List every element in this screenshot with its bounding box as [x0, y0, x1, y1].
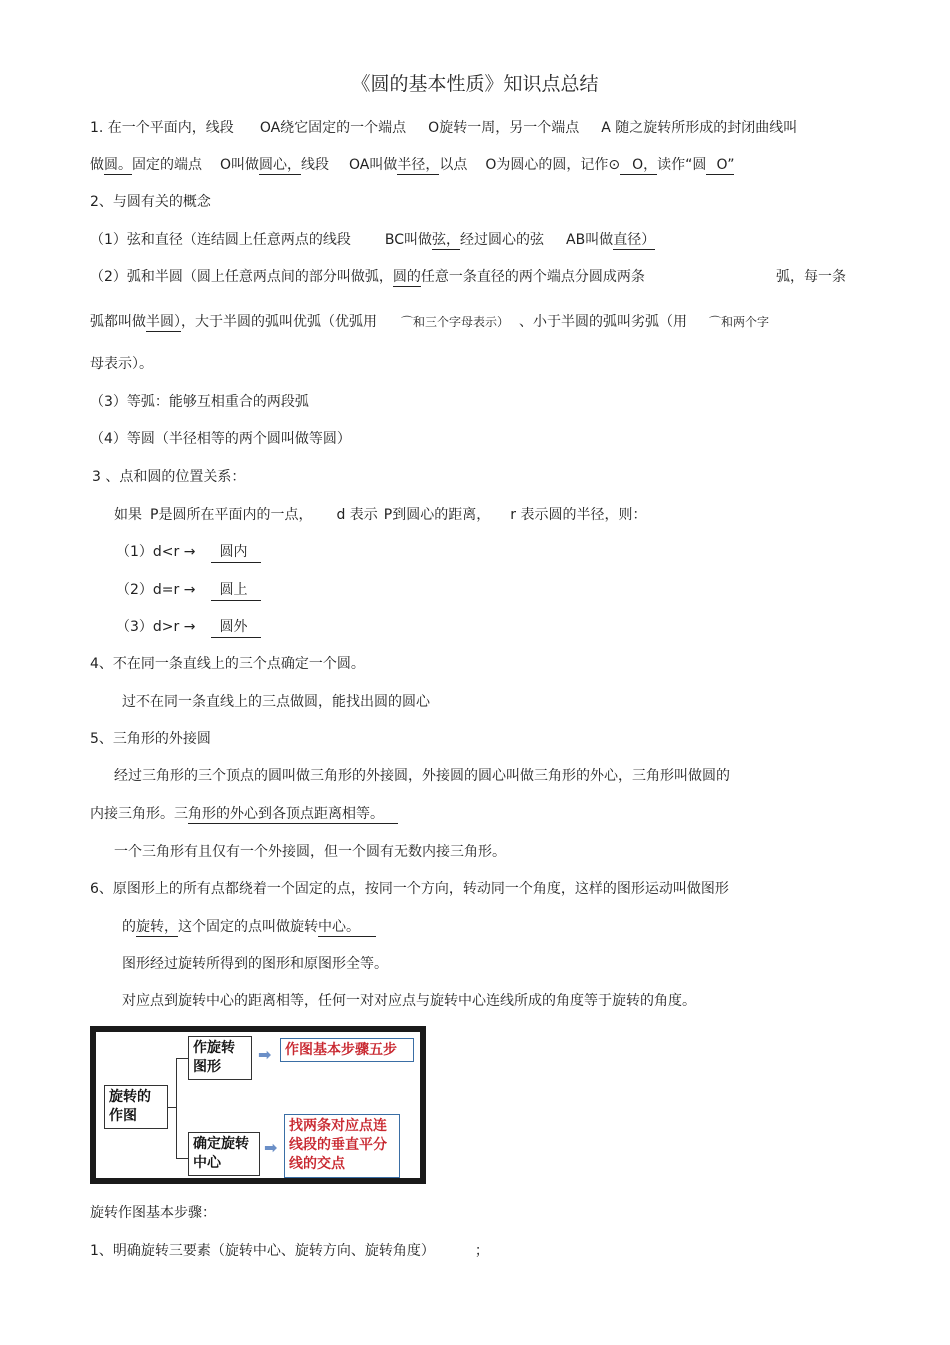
s1-b: OA绕它固定的一个端点 [259, 120, 407, 136]
s2-heading: 2、与圆有关的概念 [90, 194, 211, 210]
s3-intro-e: r 表示圆的半径，则： [510, 507, 647, 523]
s2-p2d: 弧，每一条 [776, 269, 846, 285]
s2-p4: （4）等圆（半径相等的两个圆叫做等圆） [90, 431, 351, 447]
s1-e9: 以点 [439, 157, 468, 173]
diagram-bracket [176, 1058, 177, 1158]
diagram-connector-top [176, 1058, 188, 1059]
s6-p1 [122, 918, 376, 936]
s3-intro-b: P是圆所在平面内的一点， [150, 507, 313, 523]
s2-p2j: ⌒和两个字 [709, 315, 770, 329]
s2-p2g: ，大于半圆的弧叫优弧（优弧用 [181, 314, 377, 330]
rotation-diagram-canvas [96, 1032, 420, 1178]
arrow-right-icon: ➡ [264, 1138, 278, 1157]
s2-p2e: 弧都叫做 [90, 314, 146, 330]
s6-p2: 图形经过旋转所得到的图形和原图形全等。 [122, 956, 388, 972]
answer-circle: 圆。 [104, 157, 132, 173]
s4-heading: 4、不在同一条直线上的三个点确定一个圆。 [90, 656, 365, 672]
s3-case1 [116, 543, 261, 563]
s6-heading: 6、原图形上的所有点都绕着一个固定的点，按同一个方向，转动同一个角度，这样的图形运动叫做图形 [90, 881, 729, 897]
s2-p2a: （2）弧和半圆（圆上任意两点间的部分叫做弧， [90, 269, 393, 285]
answer-inside: 圆内 [211, 543, 261, 563]
s1-e4: O叫做 [220, 157, 260, 173]
s2-p1b: BC叫做 [384, 232, 433, 248]
answer-diameter: 直径） [613, 232, 656, 248]
s2-p1d: 经过圆心的弦 [460, 232, 545, 248]
steps-1-end: ； [474, 1243, 489, 1259]
answer-center: 圆心， [259, 157, 302, 173]
s2-p2k: 母表示）。 [90, 356, 153, 372]
s1-e1: 做 [90, 157, 104, 173]
s2-p3: （3）等弧：能够互相重合的两段弧 [90, 394, 309, 410]
answer-semicircle: 半圆） [146, 314, 181, 330]
answer-chord: 弦， [432, 232, 461, 248]
s3-case2-cond: （2）d=r → [116, 582, 196, 598]
s1-e3: 固定的端点 [132, 157, 202, 173]
s1-e7: OA叫做 [349, 157, 398, 173]
s1-a: 1. 在一个平面内，线段 [90, 120, 234, 136]
answer-rotation: 旋转， [136, 919, 178, 935]
s1-e12: 读作“圆 [657, 157, 707, 173]
diagram-bottom-result: 找两条对应点连 线段的垂直平分 线的交点 [284, 1114, 400, 1178]
s6-p1c: 这个固定的点叫做旋转 [178, 919, 318, 935]
diagram-connector-bottom [176, 1158, 188, 1159]
s5-p1: 经过三角形的三个顶点的圆叫做三角形的外接圆，外接圆的圆心叫做三角形的外心，三角形叫做圆的 [114, 768, 730, 784]
answer-outside: 圆外 [211, 618, 261, 638]
diagram-root-box: 旋转的 作图 [104, 1085, 168, 1129]
answer-radius: 半径， [397, 157, 440, 173]
s1-e6: 线段 [301, 157, 330, 173]
s1-e10: O为圆心的圆，记作⊙ [485, 157, 621, 173]
answer-read: O” [706, 157, 734, 175]
answer-on: 圆上 [211, 581, 261, 601]
steps-1 [90, 1242, 489, 1260]
s6-p3: 对应点到旋转中心的距离相等，任何一对对应点与旋转中心连线所成的角度等于旋转的角度。 [122, 993, 696, 1009]
s3-case2 [116, 581, 261, 601]
s1-line1 [90, 119, 797, 137]
s2-p1 [90, 231, 655, 249]
diagram-top-result: 作图基本步骤五步 [280, 1038, 414, 1062]
s5-p2a: 内接三角形。三 [90, 806, 188, 822]
s3-intro-c: d 表示 [336, 507, 378, 523]
s3-intro-d: P到圆心的距离， [383, 507, 491, 523]
s2-p2b: 圆的 [392, 269, 421, 285]
s1-c: O旋转一周，另一个端点 [428, 120, 580, 136]
s3-heading: 3 、点和圆的位置关系： [92, 469, 246, 485]
diagram-connector [168, 1107, 176, 1108]
s2-p2i: 、小于半圆的弧叫劣弧（用 [519, 314, 688, 330]
s2-p2c: 任意一条直径的两个端点分圆成两条 [420, 269, 645, 285]
s2-p2h: ⌒和三个字母表示） [401, 315, 510, 329]
rotation-diagram [90, 1026, 426, 1184]
s5-heading: 5、三角形的外接圆 [90, 731, 211, 747]
s1-line2 [90, 156, 734, 174]
answer-circumcenter: 角形的外心到各顶点距离相等。 [188, 806, 398, 824]
s5-p3: 一个三角形有且仅有一个外接圆，但一个圆有无数内接三角形。 [114, 844, 506, 860]
arrow-right-icon: ➡ [258, 1045, 272, 1064]
s3-case3 [116, 618, 261, 638]
s2-p2-line2 [90, 313, 769, 331]
s3-case1-cond: （1）d<r → [116, 544, 196, 560]
s3-case3-cond: （3）d>r → [116, 619, 196, 635]
s3-intro-a: 如果 [114, 507, 142, 523]
page-title: 《圆的基本性质》知识点总结 [351, 73, 599, 95]
s2-p1a: （1）弦和直径（连结圆上任意两点的线段 [90, 232, 351, 248]
answer-notation: O， [620, 157, 657, 175]
diagram-top-box: 作旋转 图形 [188, 1036, 252, 1080]
s1-d: A 随之旋转所形成的封闭曲线叫 [601, 120, 798, 136]
steps-1-text: 1、明确旋转三要素（旋转中心、旋转方向、旋转角度） [90, 1243, 435, 1259]
s3-intro [114, 506, 646, 524]
s5-p2 [90, 805, 398, 823]
s4-body: 过不在同一条直线上的三点做圆，能找出圆的圆心 [122, 694, 430, 710]
answer-rotation-center: 中心。 [318, 919, 376, 937]
diagram-bottom-box: 确定旋转 中心 [188, 1132, 260, 1176]
s2-p2-line1 [90, 268, 645, 286]
s6-p1a: 的 [122, 919, 136, 935]
steps-heading: 旋转作图基本步骤： [90, 1205, 216, 1221]
s2-p1e: AB叫做 [566, 232, 614, 248]
